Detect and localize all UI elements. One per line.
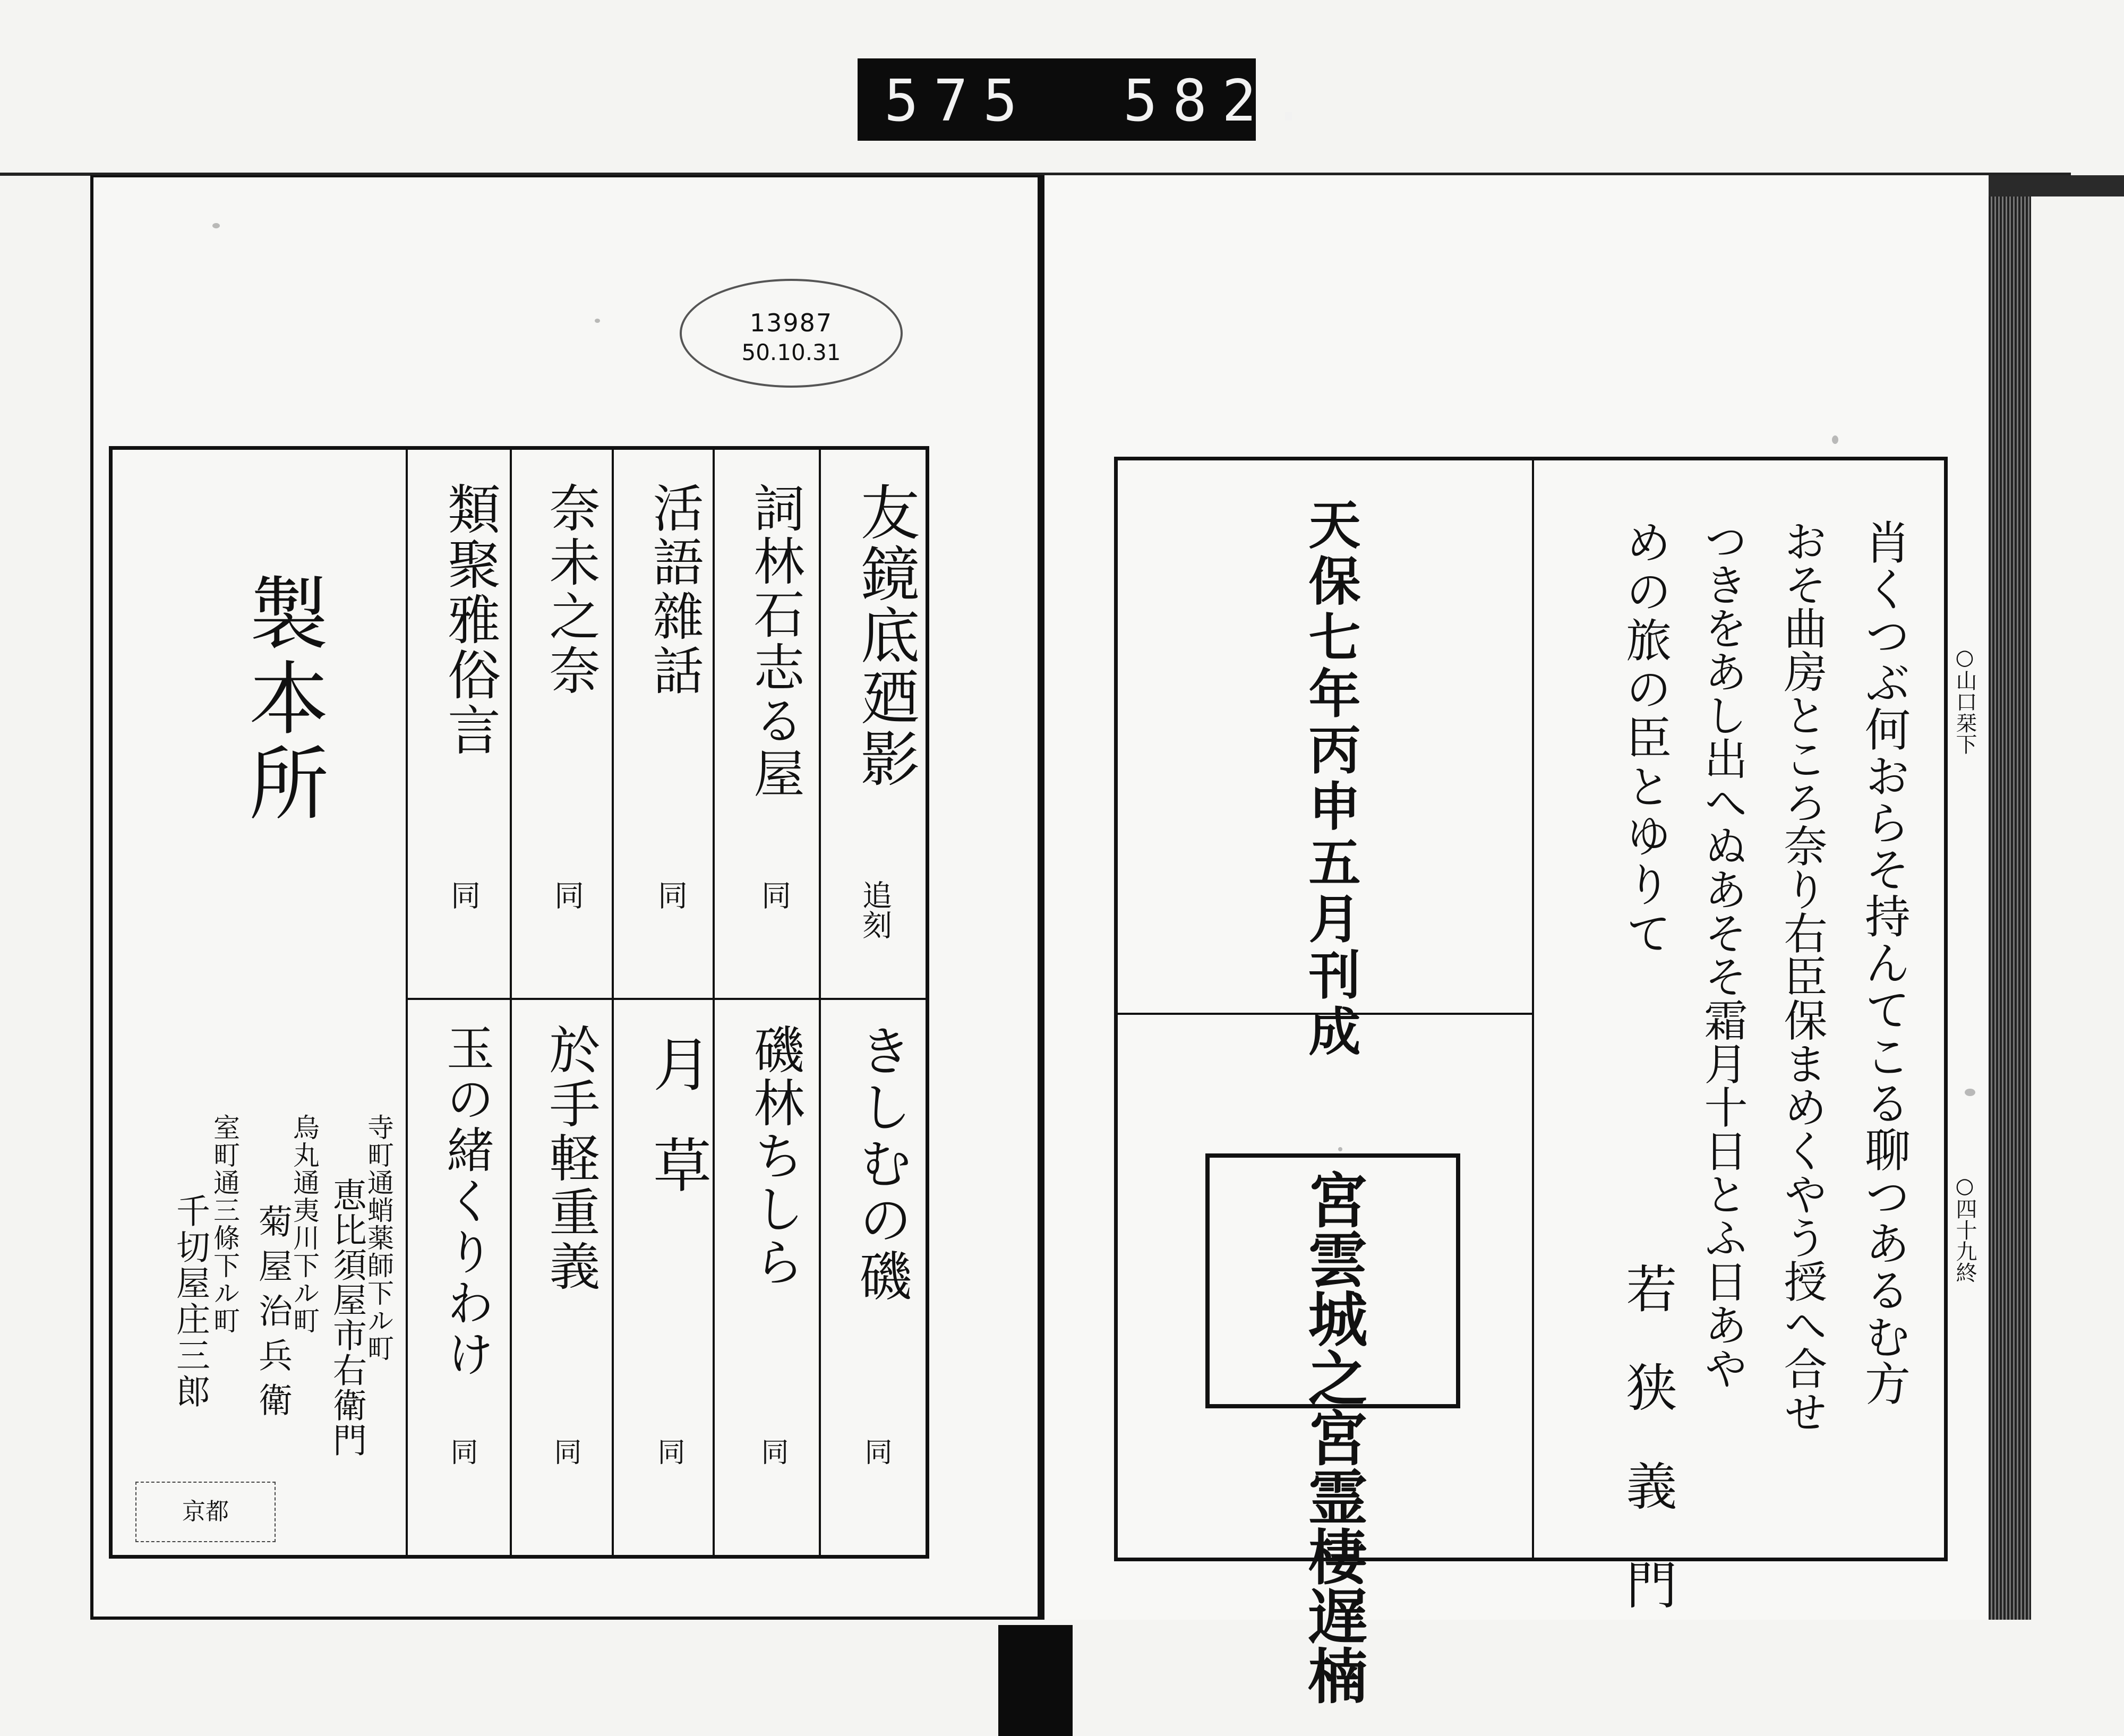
seal-text: 宮雲城之宮霊棲遅楠 (1298, 1169, 1368, 1705)
title-4-lower-note: 同 (549, 1438, 581, 1465)
colophon-frame (1114, 457, 1948, 1705)
publisher-1-name: 恵比須屋市右衛門 (327, 1177, 366, 1458)
title-3-lower-note: 同 (653, 1438, 684, 1465)
archive-label-left: 575 (884, 68, 1033, 134)
archive-label (858, 58, 1321, 141)
title-4-lower: 於手軽重義 (541, 1023, 601, 1294)
title-1-lower-note: 同 (860, 1438, 892, 1465)
corner-stamp (135, 1482, 276, 1542)
corner-stamp-text: 京都 (182, 1498, 229, 1525)
colophon-heading: 製本所 (235, 572, 328, 827)
spine-bottom-block (998, 1625, 1073, 1736)
publisher-3-street: 室町通三條下ル町 (209, 1114, 240, 1335)
publication-date: 天保七年丙申五月刊成 (1300, 498, 1361, 1061)
margin-note-top: ○山口栞下 (1952, 645, 1977, 755)
title-2-lower: 磯林ちしら (746, 1023, 805, 1289)
text-line-1: 肖くつぶ何おらそ持んてこる聊つあるむ方 (1857, 519, 1910, 1407)
author: 若狭義門 (1618, 1262, 1677, 1657)
spine (1038, 175, 1044, 1620)
title-1: 友鏡底廼影 (851, 482, 920, 790)
title-1-lower: きしむの磯 (850, 1023, 912, 1305)
publisher-list-frame (109, 446, 929, 1559)
publisher-seal (1205, 1153, 1460, 1705)
text-line-3: つきをあし出へぬあそそ霜月十日とふ日あや (1697, 519, 1748, 1390)
title-4-note: 同 (550, 880, 584, 910)
title-5-note: 同 (446, 880, 481, 910)
text-line-2: おそ曲房ところ奈り右臣保まめくやう授へ合せ (1777, 519, 1827, 1433)
page-edges (1989, 175, 2031, 1620)
title-3-lower: 月草 (644, 1034, 712, 1236)
title-5-lower: 玉の緒くりわけ (438, 1023, 494, 1380)
archive-label-right: 582. (1123, 68, 1321, 134)
title-2-note: 同 (757, 880, 791, 910)
title-5: 類聚雅俗言 (439, 482, 501, 758)
stamp-number: 13987 (749, 309, 833, 337)
title-2: 詞林石志る屋 (746, 482, 805, 800)
title-5-lower-note: 同 (446, 1438, 477, 1465)
title-1-note: 追刻 (858, 880, 892, 939)
title-3-note: 同 (653, 880, 688, 910)
stamp-date: 50.10.31 (741, 339, 841, 365)
title-4: 奈未之奈 (541, 482, 601, 698)
title-3: 活語雜話 (645, 482, 704, 698)
text-line-4: めの旅の臣とゆりて (1618, 519, 1671, 959)
cover-edge (1989, 175, 2124, 196)
publisher-2-street: 烏丸通夷川下ル町 (289, 1114, 320, 1335)
accession-stamp (680, 279, 903, 388)
publisher-3-name: 千切屋庄三郎 (170, 1193, 210, 1410)
margin-note-bottom: ○四十九終 (1952, 1174, 1977, 1283)
title-2-lower-note: 同 (756, 1438, 788, 1465)
publisher-1-street: 寺町通蛸薬師下ル町 (363, 1114, 394, 1362)
publisher-2-name: 菊屋治兵衛 (253, 1204, 292, 1427)
